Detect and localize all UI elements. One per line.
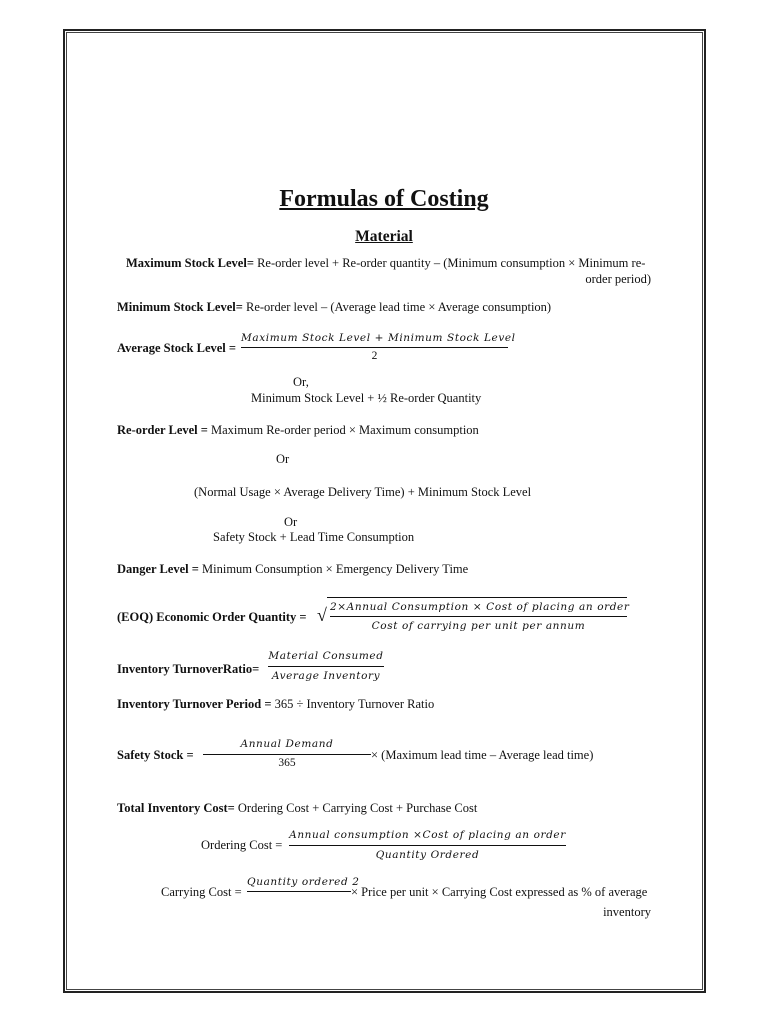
carrying-cost-label: Carrying Cost = [161, 885, 242, 899]
avg-stock-label: Average Stock Level = [117, 341, 237, 355]
section-heading: Material [355, 228, 413, 245]
reorder-or-1: Or [276, 452, 290, 466]
danger-line [117, 562, 468, 577]
square-root-icon: √ [317, 605, 327, 625]
safety-stock-numerator: Annual Demand [240, 738, 334, 750]
sqrt-vinculum [327, 597, 627, 598]
turnover-period-label: Inventory Turnover Period = [117, 697, 272, 711]
safety-stock-fraction-bar [203, 754, 371, 755]
eoq-numerator: 2×Annual Consumption × Cost of placing an order [330, 601, 630, 613]
reorder-line [117, 423, 479, 438]
avg-stock-or: Or, [293, 375, 309, 389]
avg-stock-fraction-bar [241, 347, 508, 348]
carrying-cost-numerator: Quantity ordered 2 [247, 876, 360, 888]
max-stock-label: Maximum Stock Level= [126, 256, 254, 270]
avg-stock-denominator: 2 [371, 350, 378, 362]
min-stock-line [117, 300, 551, 315]
avg-stock-alt-formula: Minimum Stock Level + ½ Re-order Quantity [251, 391, 482, 405]
total-cost-formula: Ordering Cost + Carrying Cost + Purchase Cost [234, 801, 478, 815]
reorder-label: Re-order Level = [117, 423, 208, 437]
avg-stock-numerator: Maximum Stock Level + Minimum Stock Level [241, 332, 516, 344]
reorder-alt-formula-2: Safety Stock + Lead Time Consumption [213, 530, 415, 544]
ordering-cost-label: Ordering Cost = [201, 838, 283, 852]
total-cost-label: Total Inventory Cost= [117, 801, 235, 815]
reorder-or-2: Or [284, 515, 298, 529]
danger-label: Danger Level = [117, 562, 199, 576]
reorder-formula: Maximum Re-order period × Maximum consumption [207, 423, 479, 437]
max-stock-line [126, 256, 645, 271]
max-stock-formula-cont: order period) [585, 272, 651, 286]
ordering-cost-numerator: Annual consumption ×Cost of placing an order [289, 829, 566, 841]
ordering-cost-fraction-bar [289, 845, 566, 846]
turnover-ratio-denominator: Average Inventory [271, 670, 381, 682]
safety-stock-denominator: 365 [278, 757, 296, 769]
carrying-cost-multiplier: × Price per unit × Carrying Cost expressed as % of average [351, 885, 648, 899]
danger-formula: Minimum Consumption × Emergency Delivery Time [198, 562, 469, 576]
safety-stock-multiplier: × (Maximum lead time – Average lead time) [371, 748, 594, 762]
turnover-period-formula: 365 ÷ Inventory Turnover Ratio [271, 697, 435, 711]
turnover-period-line [117, 697, 434, 712]
total-cost-line [117, 801, 477, 816]
reorder-alt-formula-1: (Normal Usage × Average Delivery Time) + Minimum Stock Level [194, 485, 532, 499]
safety-stock-label: Safety Stock = [117, 748, 194, 762]
carrying-cost-fraction-bar [247, 891, 351, 892]
eoq-label: (EOQ) Economic Order Quantity = [117, 610, 307, 624]
carrying-cost-multiplier-cont: inventory [603, 905, 651, 919]
eoq-fraction-bar [330, 616, 627, 617]
page-title: Formulas of Costing [279, 186, 489, 212]
min-stock-label: Minimum Stock Level= [117, 300, 243, 314]
max-stock-formula: Re-order level + Re-order quantity – (Minimum consumption × Minimum re- [253, 256, 646, 270]
turnover-ratio-label: Inventory TurnoverRatio= [117, 662, 260, 676]
eoq-denominator: Cost of carrying per unit per annum [371, 620, 586, 632]
turnover-ratio-fraction-bar [268, 666, 384, 667]
min-stock-formula: Re-order level – (Average lead time × Average consumption) [242, 300, 552, 314]
turnover-ratio-numerator: Material Consumed [268, 650, 384, 662]
ordering-cost-denominator: Quantity Ordered [375, 849, 480, 861]
